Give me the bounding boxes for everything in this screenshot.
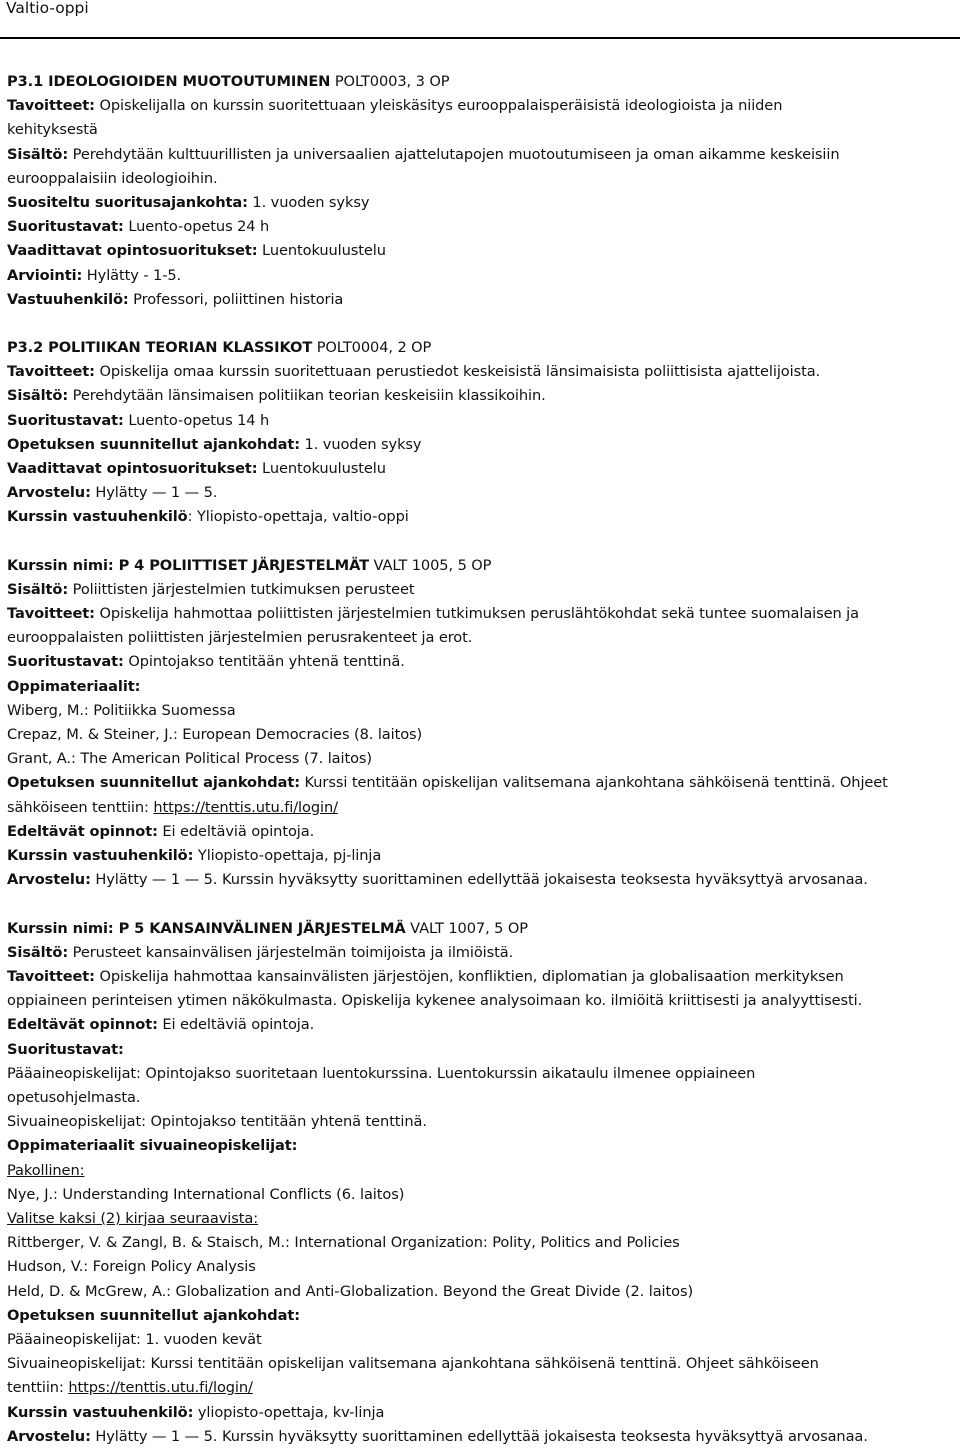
text-line bbox=[7, 143, 955, 167]
field-label: Opetuksen suunnitellut ajankohdat: bbox=[7, 774, 300, 792]
text-line bbox=[7, 215, 955, 239]
field-label: Tavoitteet: bbox=[7, 97, 95, 115]
underlined-text: Valitse kaksi (2) kirjaa seuraavista: bbox=[7, 1209, 259, 1227]
text-line bbox=[7, 771, 955, 795]
field-label: Vaadittavat opintosuoritukset: bbox=[7, 460, 258, 478]
field-label: Sisältö: bbox=[7, 387, 69, 405]
text-line bbox=[7, 965, 955, 989]
text-line bbox=[7, 1376, 955, 1400]
text-line bbox=[7, 1038, 955, 1062]
text-segment: Hylätty — 1 — 5. Kurssin hyväksytty suorittaminen edellyttää jokaisesta teoksesta hyväksyttyä arvosanaa. bbox=[90, 1427, 868, 1445]
text-segment: Pääaineopiskelijat: Opintojakso suoritetaan luentokurssina. Luentokurssin aikataulu ilmenee oppiaineen bbox=[7, 1064, 756, 1082]
text-segment: 1. vuoden syksy bbox=[247, 194, 370, 212]
field-label: Kurssin vastuuhenkilö: bbox=[7, 847, 194, 865]
text-line bbox=[7, 1013, 955, 1037]
section-spacer bbox=[7, 312, 955, 336]
course-section-p4 bbox=[7, 554, 955, 893]
text-segment: Perehdytään kulttuurillisten ja universaalien ajattelutapojen muotoutumiseen ja oman aikamme keskeisiin bbox=[68, 145, 840, 163]
text-line bbox=[7, 1255, 955, 1279]
text-segment: Luentokuulustelu bbox=[257, 460, 386, 478]
text-line bbox=[7, 1231, 955, 1255]
field-label: Kurssin nimi: P 5 KANSAINVÄLINEN JÄRJESTELMÄ bbox=[7, 919, 406, 937]
field-label: P3.1 IDEOLOGIOIDEN MUOTOUTUMINEN bbox=[7, 73, 331, 90]
text-line bbox=[7, 118, 955, 142]
text-line bbox=[7, 1304, 955, 1328]
text-segment: Poliittisten järjestelmien tutkimuksen perusteet bbox=[68, 580, 415, 598]
text-line bbox=[7, 1062, 955, 1086]
text-segment: Crepaz, M. & Steiner, J.: European Democracies (8. laitos) bbox=[7, 726, 423, 744]
text-line bbox=[7, 288, 955, 312]
field-label: Arvostelu: bbox=[7, 871, 91, 889]
text-line bbox=[7, 578, 955, 602]
course-section-p32 bbox=[7, 336, 955, 530]
text-line bbox=[7, 191, 955, 215]
text-segment: Opiskelija hahmottaa poliittisten järjestelmien tutkimuksen peruslähtökohdat sekä tuntee suomalaisen ja bbox=[94, 605, 859, 623]
field-label: Suoritustavat: bbox=[7, 1040, 124, 1058]
text-segment: Perehdytään länsimaisen politiikan teorian keskeisiin klassikoihin. bbox=[68, 387, 546, 405]
text-segment: Hylätty - 1-5. bbox=[82, 266, 182, 284]
text-segment: Opiskelija hahmottaa kansainvälisten järjestöjen, konfliktien, diplomatian ja globalisaation merkityksen bbox=[94, 967, 844, 985]
course-section-p5 bbox=[7, 917, 955, 1449]
text-segment: VALT 1005, 5 OP bbox=[369, 556, 492, 574]
field-label: Kurssin vastuuhenkilö: bbox=[7, 1403, 194, 1421]
text-line bbox=[7, 1183, 955, 1207]
text-line bbox=[7, 626, 955, 650]
text-segment: Rittberger, V. & Zangl, B. & Staisch, M.: International Organization: Polity, Politics and Policies bbox=[7, 1234, 680, 1252]
page-header bbox=[0, 0, 960, 38]
text-segment: yliopisto-opettaja, kv-linja bbox=[193, 1403, 385, 1421]
text-segment: Luento-opetus 14 h bbox=[123, 411, 270, 429]
text-segment: Hylätty — 1 — 5. bbox=[90, 484, 218, 502]
text-segment: Opiskelijalla on kurssin suoritettuaan yleiskäsitys eurooppalaisperäisistä ideologioista ja niiden bbox=[94, 97, 783, 115]
text-line bbox=[7, 1280, 955, 1304]
text-segment: tenttiin: bbox=[7, 1379, 69, 1397]
field-label: Oppimateriaalit sivuaineopiskelijat: bbox=[7, 1137, 298, 1155]
field-label: Suoritustavat: bbox=[7, 653, 124, 671]
section-spacer bbox=[7, 530, 955, 554]
field-label: Vastuuhenkilö: bbox=[7, 290, 129, 308]
field-label: Arvostelu: bbox=[7, 484, 91, 502]
field-label: Arviointi: bbox=[7, 266, 83, 284]
text-line bbox=[7, 917, 955, 941]
text-segment: Yliopisto-opettaja, pj-linja bbox=[193, 847, 382, 865]
text-line bbox=[7, 723, 955, 747]
field-label: Sisältö: bbox=[7, 145, 69, 163]
field-label: P3.2 POLITIIKAN TEORIAN KLASSIKOT bbox=[7, 339, 313, 357]
text-line bbox=[7, 989, 955, 1013]
text-segment: Hylätty — 1 — 5. Kurssin hyväksytty suorittaminen edellyttää jokaisesta teoksesta hyväksyttyä arvosanaa. bbox=[90, 871, 868, 889]
text-segment: Ei edeltäviä opintoja. bbox=[157, 1016, 315, 1034]
text-segment: Grant, A.: The American Political Process (7. laitos) bbox=[7, 750, 373, 768]
text-segment: Kurssi tentitään opiskelijan valitsemana ajankohtana sähköisenä tenttinä. Ohjeet bbox=[299, 774, 888, 792]
field-label: Opetuksen suunnitellut ajankohdat: bbox=[7, 435, 300, 453]
text-line bbox=[7, 820, 955, 844]
field-label: Sisältö: bbox=[7, 943, 69, 961]
text-line bbox=[7, 1159, 955, 1183]
text-line bbox=[7, 384, 955, 408]
field-label: Oppimateriaalit: bbox=[7, 677, 141, 695]
text-line bbox=[7, 481, 955, 505]
text-segment: kehityksestä bbox=[7, 121, 98, 139]
text-segment: : Yliopisto-opettaja, valtio-oppi bbox=[187, 508, 409, 526]
text-segment: VALT 1007, 5 OP bbox=[405, 919, 528, 937]
field-label: Kurssin nimi: P 4 POLIITTISET JÄRJESTELMÄT bbox=[7, 556, 369, 574]
text-segment: oppiaineen perinteisen ytimen näkökulmasta. Opiskelija kykenee analysoimaan ko. ilmiöitä kriittisesti ja analyyttisesti. bbox=[7, 992, 863, 1010]
text-segment: sähköiseen tenttiin: bbox=[7, 798, 154, 816]
login-link[interactable]: https://tenttis.utu.fi/login/ bbox=[68, 1379, 253, 1397]
text-line bbox=[7, 868, 955, 892]
text-line bbox=[7, 796, 955, 820]
text-line bbox=[7, 941, 955, 965]
text-line bbox=[7, 1086, 955, 1110]
text-segment: Opintojakso tentitään yhtenä tenttinä. bbox=[123, 653, 405, 671]
text-segment: Sivuaineopiskelijat: Opintojakso tentitään yhtenä tenttinä. bbox=[7, 1113, 427, 1131]
text-line bbox=[7, 1207, 955, 1231]
text-line bbox=[7, 602, 955, 626]
field-label: Tavoitteet: bbox=[7, 967, 95, 985]
text-line bbox=[7, 747, 955, 771]
text-segment: POLT0003, 3 OP bbox=[330, 73, 450, 90]
text-line bbox=[7, 699, 955, 723]
login-link[interactable]: https://tenttis.utu.fi/login/ bbox=[153, 798, 338, 816]
underlined-text: Pakollinen: bbox=[7, 1161, 85, 1179]
text-line bbox=[7, 336, 955, 360]
text-line bbox=[7, 1134, 955, 1158]
text-line bbox=[7, 409, 955, 433]
field-label: Suoritustavat: bbox=[7, 218, 124, 236]
text-segment: opetusohjelmasta. bbox=[7, 1088, 141, 1106]
field-label: Tavoitteet: bbox=[7, 605, 95, 623]
text-line bbox=[7, 554, 955, 578]
text-line bbox=[7, 167, 955, 191]
text-segment: Luento-opetus 24 h bbox=[123, 218, 270, 236]
text-line bbox=[7, 1352, 955, 1376]
field-label: Vaadittavat opintosuoritukset: bbox=[7, 242, 258, 260]
text-segment: Wiberg, M.: Politiikka Suomessa bbox=[7, 701, 236, 719]
field-label: Opetuksen suunnitellut ajankohdat: bbox=[7, 1306, 300, 1324]
field-label: Arvostelu: bbox=[7, 1427, 91, 1445]
text-segment: POLT0004, 2 OP bbox=[312, 339, 432, 357]
text-segment: Professori, poliittinen historia bbox=[128, 290, 344, 308]
text-segment: eurooppalaisten poliittisten järjestelmien perusrakenteet ja erot. bbox=[7, 629, 473, 647]
text-line bbox=[7, 457, 955, 481]
text-line bbox=[7, 1401, 955, 1425]
header-divider bbox=[0, 37, 960, 39]
text-line bbox=[7, 505, 955, 529]
field-label: Sisältö: bbox=[7, 580, 69, 598]
text-line bbox=[7, 1328, 955, 1352]
text-line bbox=[7, 70, 955, 94]
text-segment: Ei edeltäviä opintoja. bbox=[157, 822, 315, 840]
page-title: Valtio-oppi bbox=[6, 0, 89, 17]
field-label: Tavoitteet: bbox=[7, 363, 95, 381]
document-body bbox=[7, 70, 955, 1449]
text-segment: Held, D. & McGrew, A.: Globalization and Anti-Globalization. Beyond the Great Divide (2. laitos) bbox=[7, 1282, 694, 1300]
text-segment: Pääaineopiskelijat: 1. vuoden kevät bbox=[7, 1330, 262, 1348]
text-segment: Hudson, V.: Foreign Policy Analysis bbox=[7, 1258, 256, 1276]
text-segment: Luentokuulustelu bbox=[257, 242, 386, 260]
field-label: Suositeltu suoritusajankohta: bbox=[7, 194, 248, 212]
text-line bbox=[7, 264, 955, 288]
course-section-p31 bbox=[7, 70, 955, 312]
text-line bbox=[7, 239, 955, 263]
text-line bbox=[7, 1425, 955, 1449]
text-line bbox=[7, 844, 955, 868]
text-line bbox=[7, 675, 955, 699]
text-segment: Sivuaineopiskelijat: Kurssi tentitään opiskelijan valitsemana ajankohtana sähköisenä tenttinä. Ohjeet sähköiseen bbox=[7, 1355, 819, 1373]
text-line bbox=[7, 1110, 955, 1134]
text-line bbox=[7, 433, 955, 457]
field-label: Suoritustavat: bbox=[7, 411, 124, 429]
field-label: Kurssin vastuuhenkilö bbox=[7, 508, 188, 526]
field-label: Edeltävät opinnot: bbox=[7, 822, 158, 840]
text-segment: 1. vuoden syksy bbox=[299, 435, 422, 453]
text-line bbox=[7, 94, 955, 118]
field-label: Edeltävät opinnot: bbox=[7, 1016, 158, 1034]
text-segment: eurooppalaisiin ideologioihin. bbox=[7, 169, 218, 187]
text-segment: Nye, J.: Understanding International Conflicts (6. laitos) bbox=[7, 1185, 405, 1203]
text-line bbox=[7, 360, 955, 384]
text-segment: Opiskelija omaa kurssin suoritettuaan perustiedot keskeisistä länsimaisista poliittisista ajattelijoista. bbox=[94, 363, 821, 381]
text-segment: Perusteet kansainvälisen järjestelmän toimijoista ja ilmiöistä. bbox=[68, 943, 514, 961]
section-spacer bbox=[7, 893, 955, 917]
text-line bbox=[7, 650, 955, 674]
